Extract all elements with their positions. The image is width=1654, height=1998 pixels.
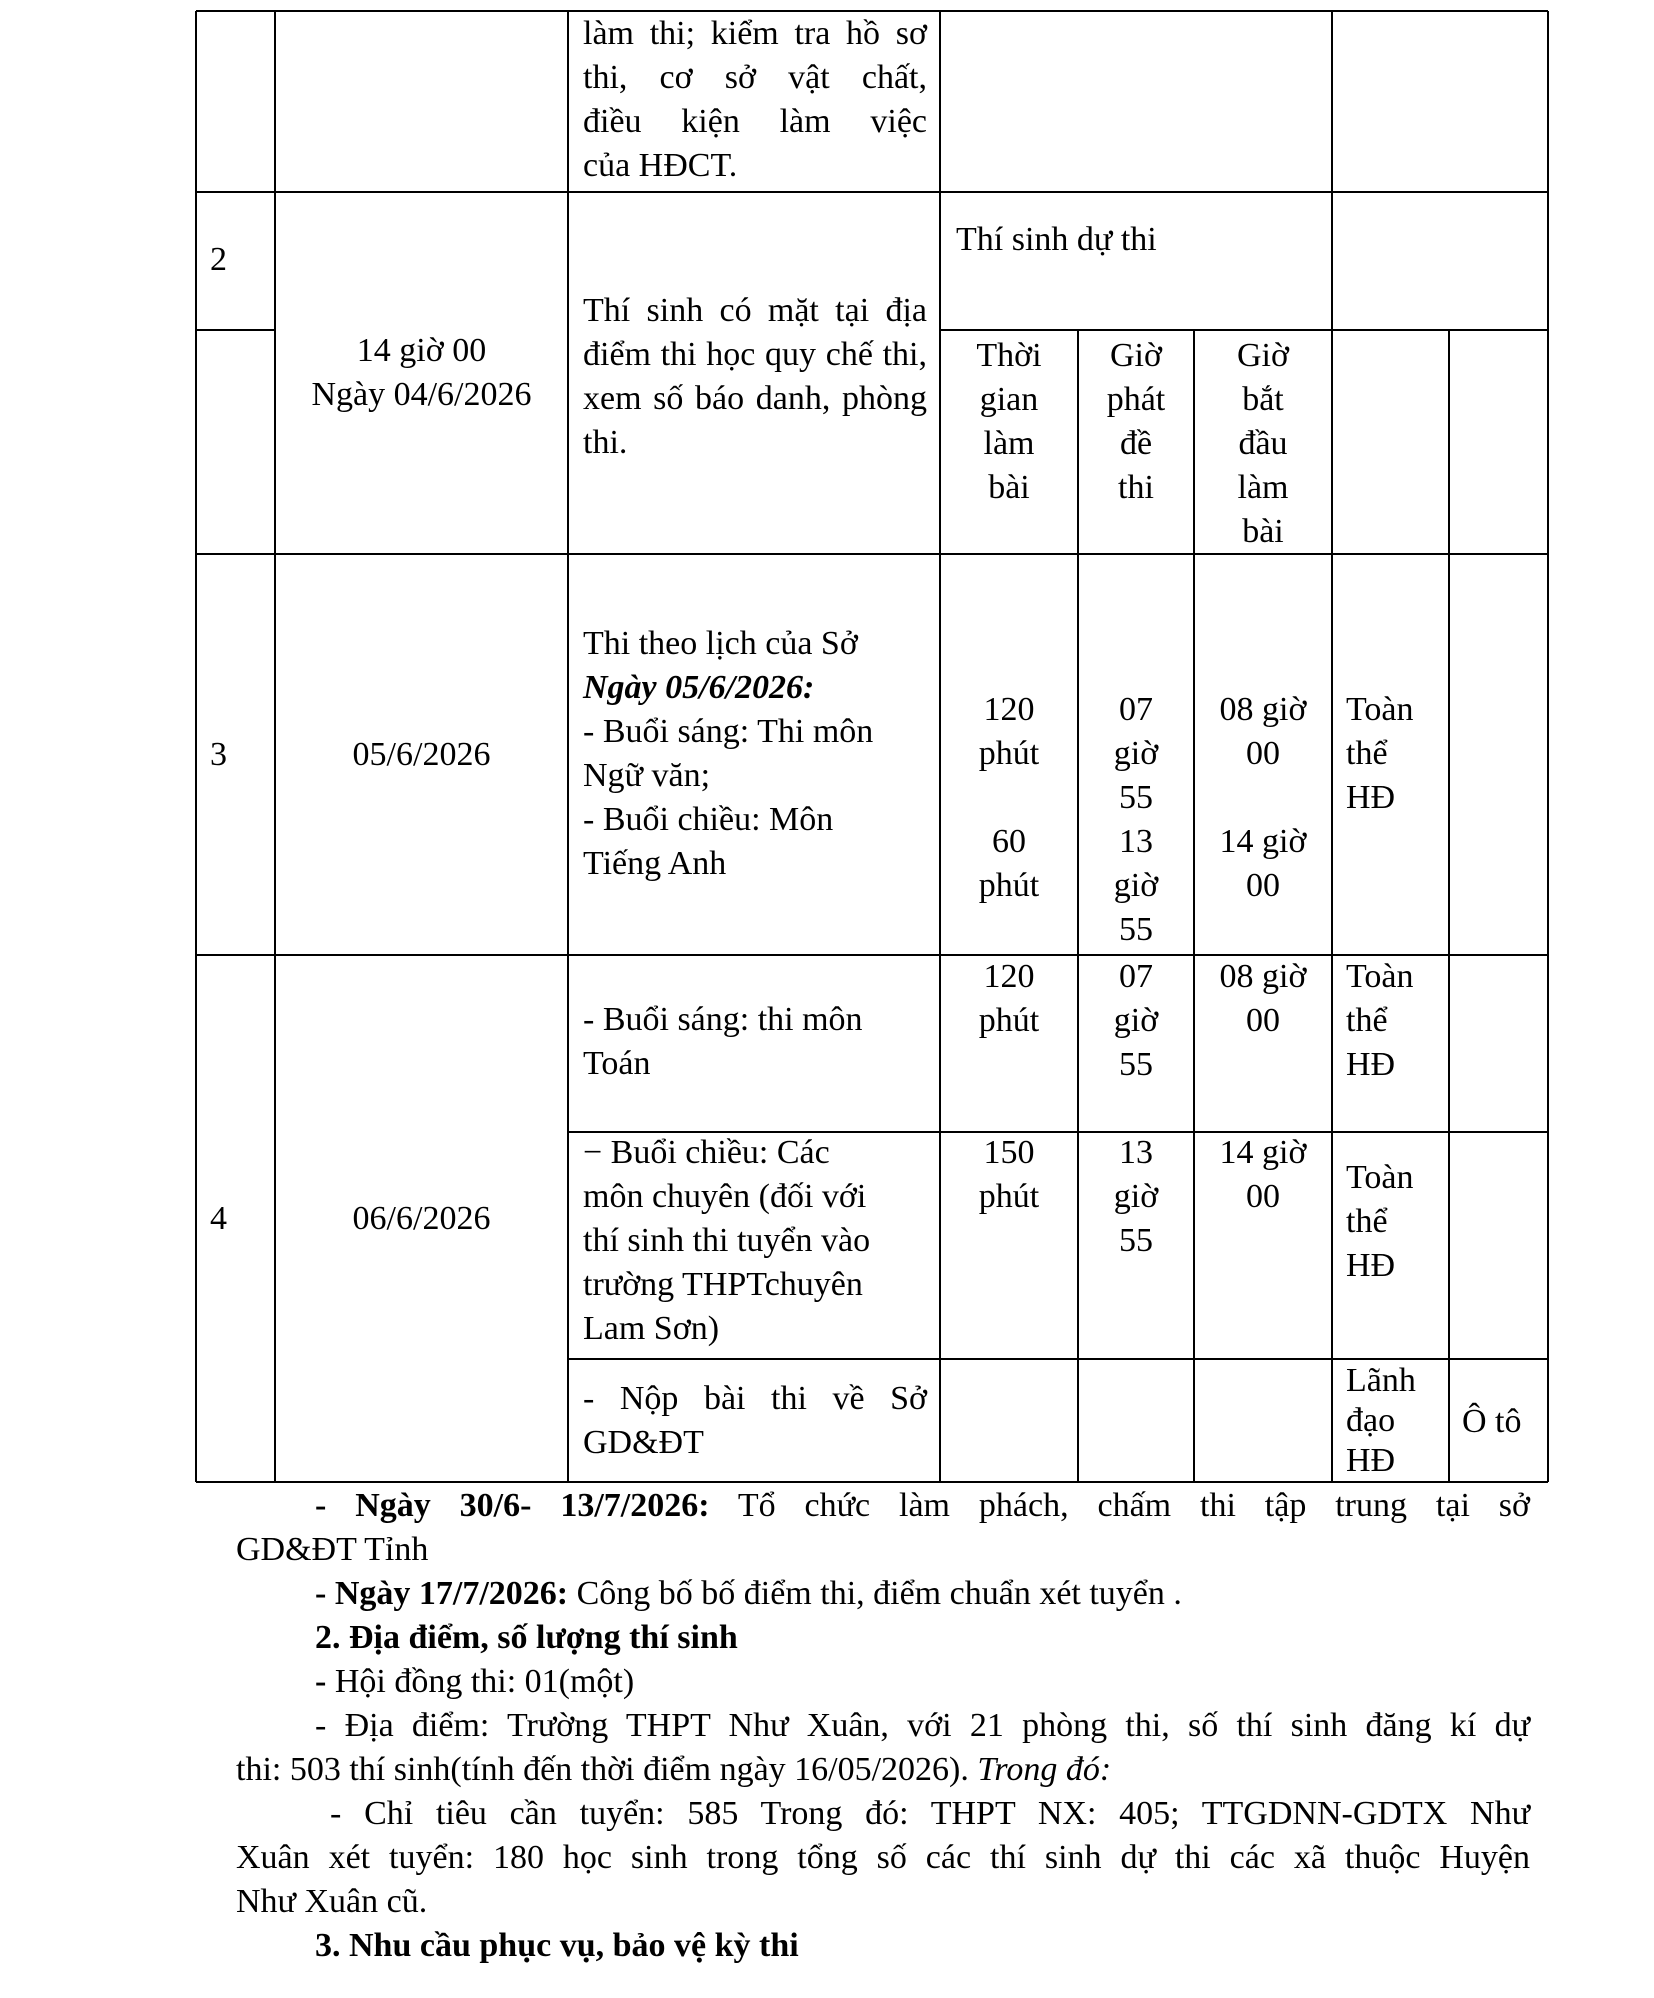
value-line: 07 <box>1119 691 1153 728</box>
value-line: 120 <box>983 691 1035 728</box>
value-line: giờ <box>1113 1002 1159 1039</box>
value-line: phút <box>978 735 1040 772</box>
value-line: HĐ <box>1346 1247 1396 1284</box>
row3-date: 05/6/2026 <box>352 736 491 773</box>
date-line: Ngày 04/6/2026 <box>311 376 532 413</box>
row4a-handout <box>1080 955 1192 1087</box>
text-line: làm thi; kiểm tra hồ sơ <box>583 15 927 52</box>
paragraph-council <box>236 1660 1530 1704</box>
value-line: 14 giờ <box>1219 823 1307 860</box>
row2-stt: 2 <box>210 241 227 278</box>
row4c-vehicle: Ô tô <box>1462 1403 1522 1440</box>
value-line: 60 <box>992 823 1026 860</box>
row4a-participants <box>1346 955 1414 1087</box>
row4b-duration <box>942 1131 1076 1219</box>
row4c-content <box>583 1377 927 1465</box>
text-line: - Buổi sáng: thi môn <box>583 1001 863 1038</box>
value-line: Toàn <box>1346 691 1414 728</box>
text-line <box>236 1572 1530 1616</box>
header-line: thi <box>1118 469 1154 506</box>
row4-date: 06/6/2026 <box>352 1200 491 1237</box>
group-header-candidates: Thí sinh dự thi <box>956 221 1157 258</box>
text-line <box>236 1484 1530 1528</box>
value-line: phút <box>978 1178 1040 1215</box>
text-line: trường THPTchuyên <box>583 1266 863 1303</box>
value-line: Lãnh <box>1346 1362 1416 1399</box>
row2-time <box>280 329 563 417</box>
value-line: giờ <box>1113 735 1159 772</box>
row3-start <box>1196 688 1330 908</box>
value-line <box>1196 776 1330 820</box>
text-line: Như Xuân cũ. <box>236 1883 428 1920</box>
section-heading-3 <box>236 1924 1530 1968</box>
row4c-participants <box>1346 1361 1416 1481</box>
text-line: − Buổi chiều: Các <box>583 1134 830 1171</box>
text-line: GD&ĐT Tỉnh <box>236 1531 429 1568</box>
value-line: 00 <box>1246 867 1280 904</box>
time-line: 14 giờ 00 <box>356 332 487 369</box>
dash: - <box>315 1663 335 1700</box>
value-line: 120 <box>983 958 1035 995</box>
row3-stt: 3 <box>210 736 227 773</box>
text-line: - Buổi sáng: Thi môn <box>583 713 874 750</box>
paragraph-location <box>236 1704 1530 1792</box>
value-line: 07 <box>1119 958 1153 995</box>
paragraph-quota <box>236 1792 1530 1924</box>
text-span: thi: 503 thí sinh(tính đến thời điểm ngày 16/05/2026). <box>236 1751 978 1788</box>
header-line: đầu <box>1238 425 1288 462</box>
paragraph-announcement <box>236 1572 1530 1616</box>
text-line: Tiếng Anh <box>583 845 727 882</box>
value-line: thể <box>1346 735 1388 772</box>
heading-text: 3. Nhu cầu phục vụ, bảo vệ kỳ thi <box>315 1927 799 1964</box>
italic-span: Trong đó: <box>977 1751 1112 1788</box>
header-start-time <box>1196 334 1330 554</box>
text-line: thi, cơ sở vật chất, <box>583 59 927 96</box>
row3-duration <box>942 688 1076 908</box>
text-line <box>236 1748 1530 1792</box>
text-line: điều kiện làm việc <box>583 103 927 140</box>
value-line: 150 <box>983 1134 1035 1171</box>
row4b-start <box>1196 1131 1330 1219</box>
header-line: gian <box>979 381 1039 418</box>
header-handout-time <box>1080 334 1192 510</box>
header-line: đề <box>1119 425 1153 462</box>
row3-handout <box>1080 688 1192 952</box>
value-line: 55 <box>1119 779 1153 816</box>
value-line: HĐ <box>1346 1046 1396 1083</box>
value-line: đạo <box>1346 1402 1396 1439</box>
value-line <box>942 776 1076 820</box>
value-line: 14 giờ <box>1219 1134 1307 1171</box>
row4b-participants <box>1346 1156 1414 1288</box>
row2-content <box>583 289 927 465</box>
value-line: Toàn <box>1346 1159 1414 1196</box>
header-line: Giờ <box>1110 337 1162 374</box>
value-line: 55 <box>1119 1222 1153 1259</box>
value-line: 55 <box>1119 911 1153 948</box>
text-line <box>236 1660 1530 1704</box>
text-line: điểm thi học quy chế thi, <box>583 336 927 373</box>
text-line: Thí sinh có mặt tại địa <box>583 292 927 329</box>
value-line: thể <box>1346 1002 1388 1039</box>
value-line: 08 giờ <box>1219 691 1307 728</box>
section-heading-2 <box>236 1616 1530 1660</box>
value-line: giờ <box>1113 867 1159 904</box>
date-label: - Ngày 17/7/2026: <box>315 1575 569 1612</box>
value-line: phút <box>978 1002 1040 1039</box>
header-line: bài <box>988 469 1030 506</box>
header-line: Giờ <box>1237 337 1289 374</box>
row4a-content <box>583 998 933 1086</box>
text-line: Ngày 05/6/2026: <box>583 669 815 706</box>
text-line: của HĐCT. <box>583 147 738 184</box>
row4b-content <box>583 1131 933 1351</box>
text-line: Lam Sơn) <box>583 1310 720 1347</box>
value-line: HĐ <box>1346 1442 1396 1479</box>
text-span: Tổ chức làm phách, chấm thi tập trung tại sở <box>709 1487 1531 1524</box>
value-line: 13 <box>1119 1134 1153 1171</box>
text-line: - Nộp bài thi về Sở <box>583 1380 927 1417</box>
header-line: bài <box>1242 513 1284 550</box>
value-line: 00 <box>1246 735 1280 772</box>
value-line: HĐ <box>1346 779 1396 816</box>
text-line: - Chỉ tiêu cần tuyển: 585 Trong đó: THPT NX: 405; TTGDNN-GDTX Như <box>330 1795 1530 1832</box>
text-line: thí sinh thi tuyển vào <box>583 1222 871 1259</box>
header-line: phát <box>1106 381 1166 418</box>
text-line: Thi theo lịch của Sở <box>583 625 858 662</box>
row3-content <box>583 622 933 886</box>
value-line: 08 giờ <box>1219 958 1307 995</box>
header-line: làm <box>1237 469 1289 506</box>
date-label: - Ngày 30/6- 13/7/2026: <box>315 1487 710 1524</box>
header-duration <box>942 334 1076 510</box>
text-line: - Buổi chiều: Môn <box>583 801 834 838</box>
value-line: thể <box>1346 1203 1388 1240</box>
text-line: - Địa điểm: Trường THPT Như Xuân, với 21 phòng thi, số thí sinh đăng kí dự <box>315 1707 1530 1744</box>
value-line: 00 <box>1246 1002 1280 1039</box>
row4a-duration <box>942 955 1076 1043</box>
value-line: Toàn <box>1346 958 1414 995</box>
text-span: Công bố bố điểm thi, điểm chuẩn xét tuyển . <box>568 1575 1182 1612</box>
row4-stt: 4 <box>210 1200 227 1237</box>
row4b-handout <box>1080 1131 1192 1263</box>
header-line: Thời <box>976 337 1042 374</box>
text-line: GD&ĐT <box>583 1424 704 1461</box>
text-line: thi. <box>583 424 628 461</box>
row3-participants <box>1346 688 1414 820</box>
heading-text: 2. Địa điểm, số lượng thí sinh <box>315 1619 738 1656</box>
text-line: xem số báo danh, phòng <box>583 380 927 417</box>
value-line: 00 <box>1246 1178 1280 1215</box>
value-line: 55 <box>1119 1046 1153 1083</box>
header-line: bắt <box>1242 381 1284 418</box>
value-line: 13 <box>1119 823 1153 860</box>
row1-content <box>583 12 927 188</box>
text-span: Hội đồng thi: 01(một) <box>334 1663 635 1700</box>
text-line: Ngữ văn; <box>583 757 711 794</box>
text-line: Toán <box>583 1045 651 1082</box>
paragraph-scoring <box>236 1484 1530 1572</box>
value-line: giờ <box>1113 1178 1159 1215</box>
value-line: phút <box>978 867 1040 904</box>
text-line: môn chuyên (đối với <box>583 1178 867 1215</box>
text-line: Xuân xét tuyển: 180 học sinh trong tổng số các thí sinh dự thi các xã thuộc Huyện <box>236 1839 1530 1876</box>
header-line: làm <box>983 425 1035 462</box>
row4a-start <box>1196 955 1330 1043</box>
